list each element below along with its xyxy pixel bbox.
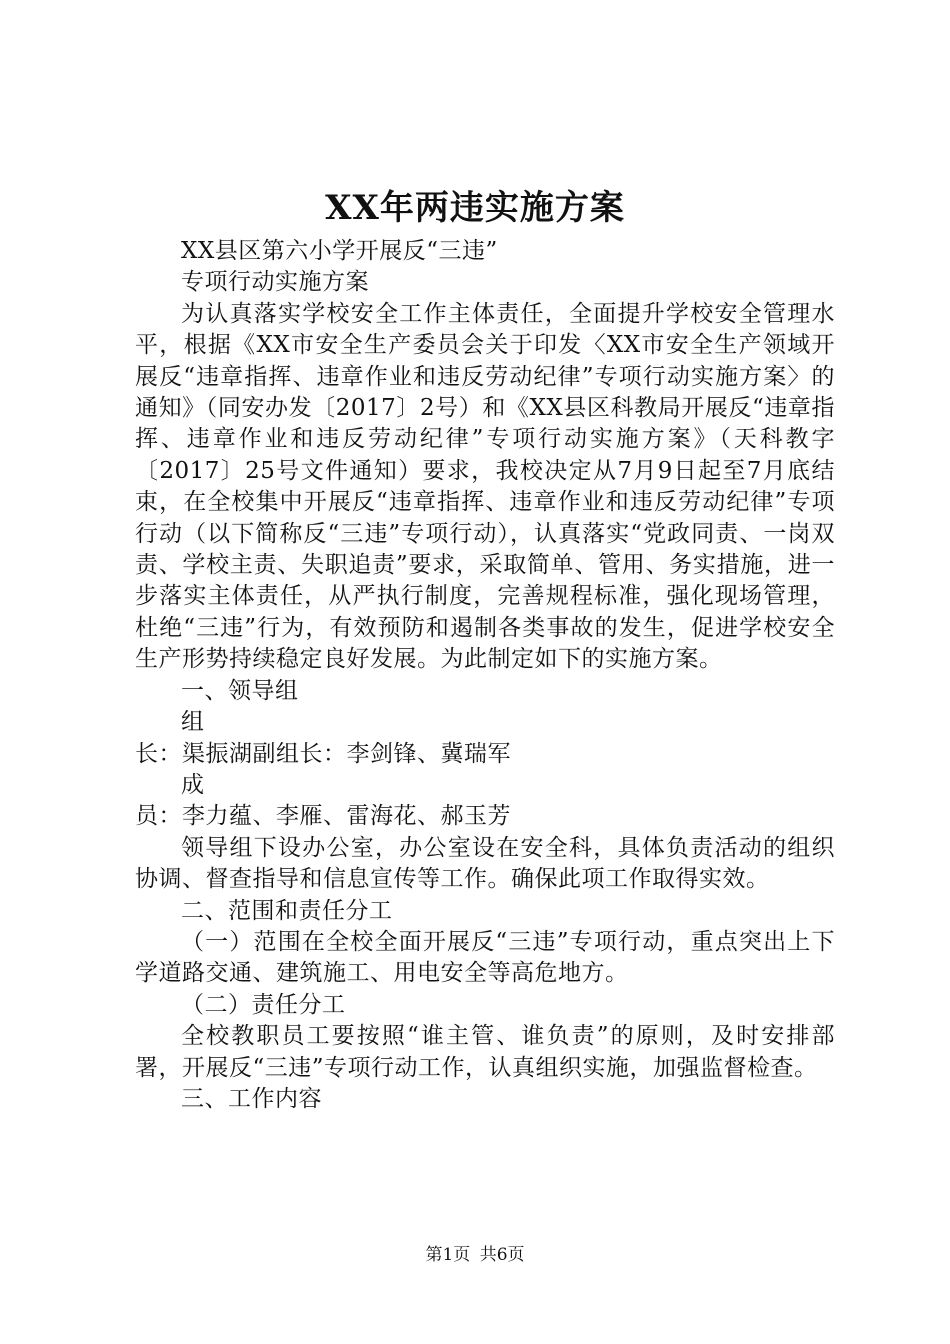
responsibility-paragraph: 全校教职员工要按照“谁主管、谁负责”的原则，及时安排部署，开展反“三违”专项行动工作，认真组织实施，加强监督检查。	[135, 1023, 835, 1081]
leader-line: 长：渠振湖副组长：李剑锋、冀瑞军	[135, 740, 511, 767]
scope-paragraph: （一）范围在全校全面开展反“三违”专项行动，重点突出上下学道路交通、建筑施工、用电安全等高危地方。	[135, 928, 835, 987]
section-heading-work-content: 三、工作内容	[181, 1085, 322, 1112]
page-total: 共6页	[479, 1245, 525, 1265]
subheading-responsibility: （二）责任分工	[181, 991, 346, 1018]
section-heading-scope: 二、范围和责任分工	[181, 897, 393, 924]
leader-label-fragment: 组	[181, 709, 205, 736]
office-paragraph: 领导组下设办公室，办公室设在安全科，具体负责活动的组织协调、督查指导和信息宣传等工作。确保此项工作取得实效。	[135, 834, 835, 893]
document-title: XX年两违实施方案	[325, 188, 625, 228]
page-footer	[0, 1243, 950, 1267]
section-heading-leadership: 一、领导组	[181, 677, 299, 704]
subtitle-line-1: XX县区第六小学开展反“三违”	[181, 238, 498, 264]
page-number: 第1页	[425, 1245, 471, 1265]
subtitle-line-2: 专项行动实施方案	[181, 269, 369, 296]
member-line: 员：李力蕴、李雁、雷海花、郝玉芳	[135, 803, 511, 830]
member-label-fragment: 成	[181, 771, 205, 798]
document-body	[135, 236, 835, 1115]
intro-paragraph: 为认真落实学校安全工作主体责任，全面提升学校安全管理水平，根据《XX市安全生产委员会关于印发〈XX市安全生产领域开展反“违章指挥、违章作业和违反劳动纪律”专项行动实施方案〉的通知》（同安办发〔2017〕2号）和《XX县区科教局开展反“违章指挥、违章作业和违反劳动纪律”专项行动实施方案》（天科教字〔2017〕25号文件通知）要求，我校决定从7月9日起至7月底结束，在全校集中开展反“违章指挥、违章作业和违反劳动纪律”专项行动（以下简称反“三违”专项行动），认真落实“党政同责、一岗双责、学校主责、失职追责”要求，采取简单、管用、务实措施，进一步落实主体责任，从严执行制度，完善规程标准，强化现场管理，杜绝“三违”行为，有效预防和遏制各类事故的发生，促进学校安全生产形势持续稳定良好发展。为此制定如下的实施方案。	[135, 300, 835, 673]
